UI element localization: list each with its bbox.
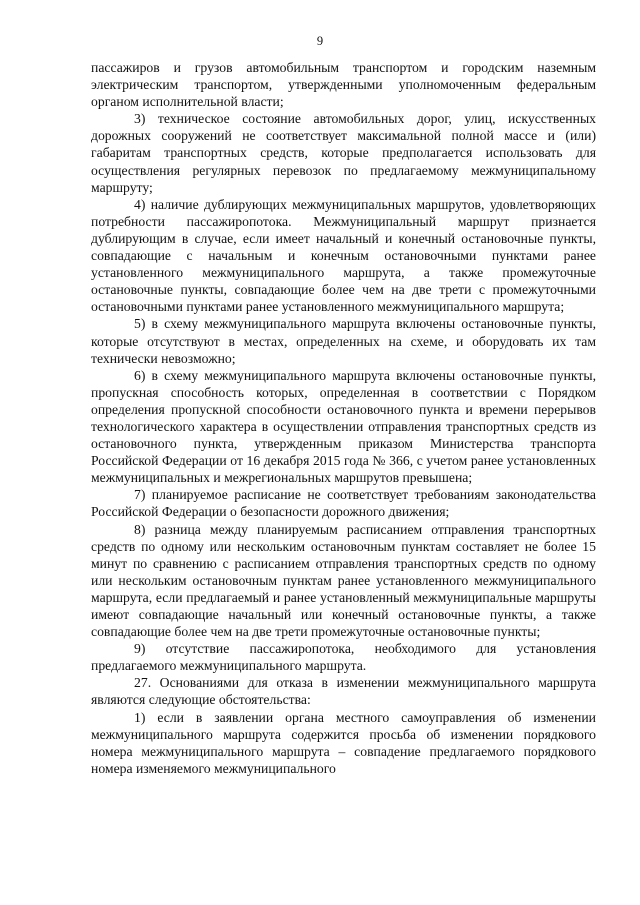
paragraph-section-27: 27. Основаниями для отказа в изменении межмуниципального маршрута являются следующие обстоятельства: xyxy=(91,675,596,708)
paragraph-item-9: 9) отсутствие пассажиропотока, необходимого для установления предлагаемого межмуниципального маршрута. xyxy=(91,641,596,674)
paragraph-item-5: 5) в схему межмуниципального маршрута включены остановочные пункты, которые отсутствуют в местах, определенных на схеме, и оборудовать их там технически невозможно; xyxy=(91,316,596,366)
paragraph-item-7: 7) планируемое расписание не соответствует требованиям законодательства Российской Федерации о безопасности дорожного движения; xyxy=(91,487,596,520)
document-body xyxy=(91,59,596,777)
paragraph-item-8: 8) разница между планируемым расписанием отправления транспортных средств по одному или нескольким остановочным пунктам составляет не более 15 минут по сравнению с расписанием отправления транспортных средств по одному или нескольким остановочным пунктам ранее установленного межмуниципального маршрута, если предлагаемый и ранее установленный межмуниципальные маршруты имеют совпадающие начальный или конечный остановочные пункты, а также совпадающие более чем на две трети промежуточные остановочные пункты; xyxy=(91,521,596,640)
page-number: 9 xyxy=(316,34,324,48)
paragraph-continuation: пассажиров и грузов автомобильным транспортом и городским наземным электрическим транспортом, утвержденными уполномоченным федеральным органом исполнительной власти; xyxy=(91,60,596,110)
paragraph-item-6: 6) в схему межмуниципального маршрута включены остановочные пункты, пропускная способность которых, определенная в соответствии с Порядком определения пропускной способности остановочного пункта и времени перерывов технологического характера в осуществлении отправления транспортных средств из остановочного пункта, утвержденным приказом Министерства транспорта Российской Федерации от 16 декабря 2015 года № 366, с учетом ранее установленных межмуниципальных и межрегиональных маршрутов превышена; xyxy=(91,367,596,486)
paragraph-item-3: 3) техническое состояние автомобильных дорог, улиц, искусственных дорожных сооружений не соответствует максимальной полной массе и (или) габаритам транспортных средств, которые предполагается использовать для осуществления регулярных перевозок по предлагаемому межмуниципальному маршруту; xyxy=(91,111,596,195)
paragraph-section-27-item-1: 1) если в заявлении органа местного самоуправления об изменении межмуниципального маршрута содержится просьба об изменении порядкового номера межмуниципального маршрута – совпадение предлагаемого порядкового номера изменяемого межмуниципального xyxy=(91,709,596,776)
paragraph-item-4: 4) наличие дублирующих межмуниципальных маршрутов, удовлетворяющих потребности пассажиропотока. Межмуниципальный маршрут признается дублирующим в случае, если имеет начальный и конечный остановочные пункты, совпадающие с начальным и конечным остановочными пунктами ранее установленного межмуниципального маршрута, а также промежуточные остановочные пункты, совпадающие более чем на две трети с промежуточными остановочными пунктами ранее установленного межмуниципального маршрута; xyxy=(91,196,596,315)
